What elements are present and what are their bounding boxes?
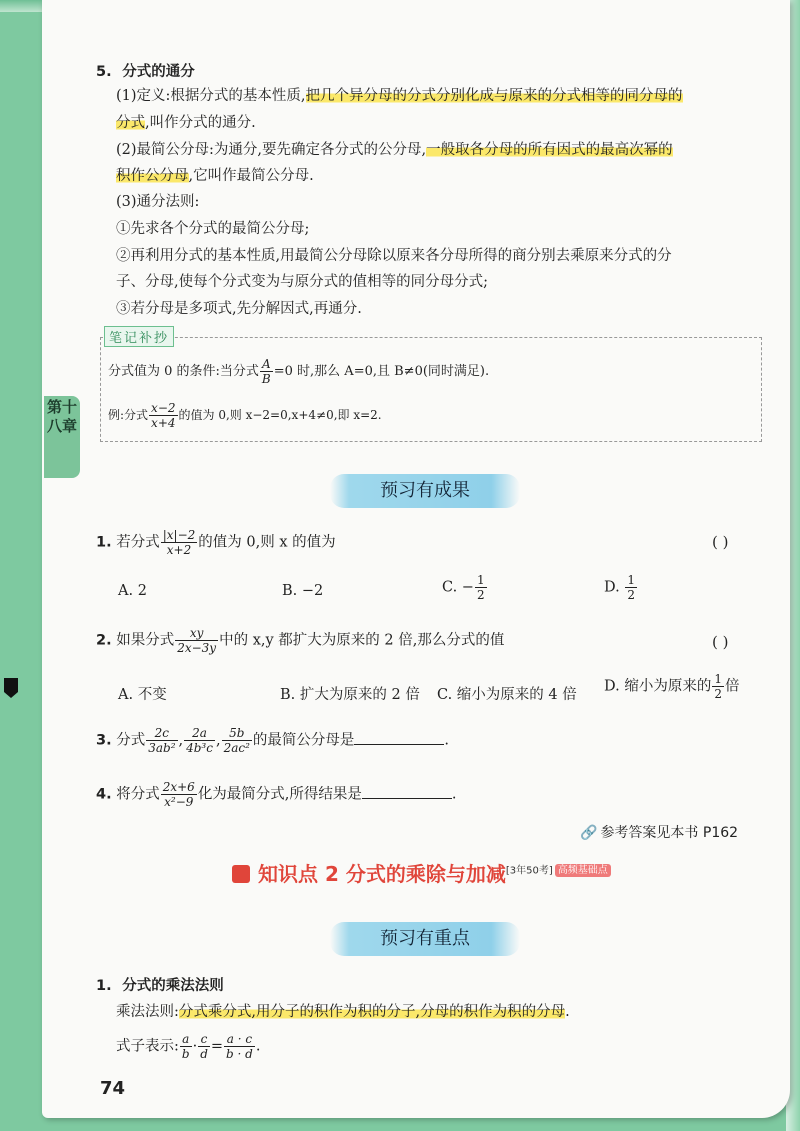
q2-option-c[interactable]: C. 缩小为原来的 4 倍 [437,687,577,703]
highlight: 分式 [116,115,145,131]
q1-option-b[interactable]: B. −2 [282,583,324,599]
sec5-heading [96,60,195,81]
fraction: $\frac{x-2}{x+4}$ [151,401,176,430]
sec5-line-1 [116,84,683,105]
text: 的值为 0,则 x 的值为 [198,534,336,551]
text: 的值为 0,则 x−2=0,x+4≠0,即 x=2. [178,408,382,422]
q2-number: 2. [96,632,112,649]
sec5-line-8: 子、分母,使每个分式变为与原分式的值相等的同分母分式; [116,274,488,290]
fraction: $\frac{2c}{\text{3ab²}}$ [148,726,176,755]
q1-option-c[interactable]: C. − $\frac{1}{2}$ [442,573,485,602]
text: 化为最简分式,所得结果是 [197,786,362,803]
q1-answer-paren[interactable]: ( ) [712,533,729,551]
note-line-2 [108,401,382,430]
mul-number: 1. [96,978,112,994]
fraction: $\frac{5b}{\text{2ac²}}$ [223,726,250,755]
answer-reference[interactable]: 🔗 参考答案见本书 P162 [580,825,739,841]
note-line-1 [108,357,489,386]
q1-option-d[interactable]: D. $\frac{1}{2}$ [604,573,635,602]
text: 中的 x,y 都扩大为原来的 2 倍,那么分式的值 [219,632,505,649]
highlight: 把几个异分母的分式分别化成与原来的分式相等的同分母的 [305,88,683,104]
sec5-number: 5. [96,64,112,80]
sec5-line-2 [116,111,256,132]
highlight: 分式乘分式,用分子的积作为积的分子,分母的积作为积的分母 [178,1004,566,1020]
mul-title: 分式的乘法法则 [122,978,224,994]
highlight: 一般取各分母的所有因式的最高次幂的 [426,142,673,158]
mul-rule: 乘法法则:分式乘分式,用分子的积作为积的分子,分母的积作为积的分母. [116,1004,570,1020]
q4-stem: 4. 将分式 $\frac{2x+6}{\text{x²−9}}$ 化为最简分式,所得结果是 . [96,780,457,809]
q4-answer-blank[interactable] [362,784,452,799]
sec5-line-9: ③若分母是多项式,先分解因式,再通分. [116,301,362,317]
text: =0 时,那么 A=0,且 B≠0(同时满足). [273,364,490,379]
q3-answer-blank[interactable] [354,730,444,745]
sec5-title: 分式的通分 [122,64,195,80]
text: 将分式 [116,786,160,803]
q2-answer-paren[interactable]: ( ) [712,633,729,651]
text: 分式值为 0 的条件:当分式 [108,364,259,379]
fraction: $\frac{|x|-2}{x+2}$ [162,528,196,557]
pin-icon [232,865,250,883]
mul-heading [96,974,224,995]
text: ,叫作分式的通分. [145,115,256,131]
text: 分式 [116,732,146,749]
q2-option-a[interactable]: A. 不变 [118,687,167,703]
text: (1)定义:根据分式的基本性质, [116,88,306,104]
q2-option-d[interactable]: D. 缩小为原来的 $\frac{1}{2}$ 倍 [604,672,740,701]
text: ,它叫作最简公分母. [188,168,314,184]
fraction: $\frac{a \cdot c}{b \cdot d}$ [226,1032,253,1061]
q4-number: 4. [96,786,112,803]
text: (2)最简公分母:为通分,要先确定各分式的公分母, [116,142,427,158]
sec5-line-4 [116,164,314,185]
fraction: $\frac{2x+6}{\text{x²−9}}$ [162,780,195,809]
q2-option-b[interactable]: B. 扩大为原来的 2 倍 [280,687,420,703]
sec5-line-3 [116,138,673,159]
banner-preview-keypoints: 预习有重点 [330,922,520,956]
q1-option-a[interactable]: A. 2 [118,583,147,599]
text: 例:分式 [108,408,149,422]
highlight: 积作公分母 [116,168,189,184]
fraction: $\frac{A}{B}$ [261,357,271,386]
exam-frequency: [3年50考] [505,865,553,877]
q3-number: 3. [96,732,112,749]
note-tag: 笔记补抄 [104,326,174,347]
knowledge-point-2-heading [232,858,611,887]
sec5-line-6: ①先求各个分式的最简公分母; [116,221,310,237]
fraction: $\frac{a}{b}$ [181,1032,190,1061]
fraction: $\frac{c}{d}$ [200,1032,208,1061]
page-number: 74 [100,1078,126,1099]
q2-stem [96,626,504,655]
text: 的最简公分母是 [252,732,355,749]
text: 如果分式 [116,632,175,649]
sec5-line-7: ②再利用分式的基本性质,用最简公分母除以原来各分母所得的商分别去乘原来分式的分 [116,248,672,264]
fraction: $\frac{2a}{\text{4b³c}}$ [186,726,213,755]
mul-formula: 式子表示: $\frac{a}{b}$ · $\frac{c}{d}$ = $\frac{a \cdot c}{b \cdot d}$ . [116,1032,261,1061]
link-icon: 🔗 [580,825,598,841]
fraction: $\frac{xy}{2x-3y}$ [177,626,217,655]
sec5-line-5: (3)通分法则: [116,194,200,210]
q1-number: 1. [96,534,112,551]
q3-stem: 3. 分式 $\frac{2c}{\text{3ab²}}$ , $\frac{2a}{\text{4b³c}}$ , $\frac{5b}{\text{2ac²}}$ 的最简公分母是 . [96,726,450,755]
bookmark-marker [4,678,18,698]
q1-stem [96,528,336,557]
banner-preview-results: 预习有成果 [330,474,520,508]
section-title: 知识点 2 分式的乘除与加减 [258,862,506,886]
chapter-tab[interactable]: 第十八章 [44,396,80,478]
text: 若分式 [116,534,160,551]
frequency-badge: 高频基础点 [555,864,611,877]
